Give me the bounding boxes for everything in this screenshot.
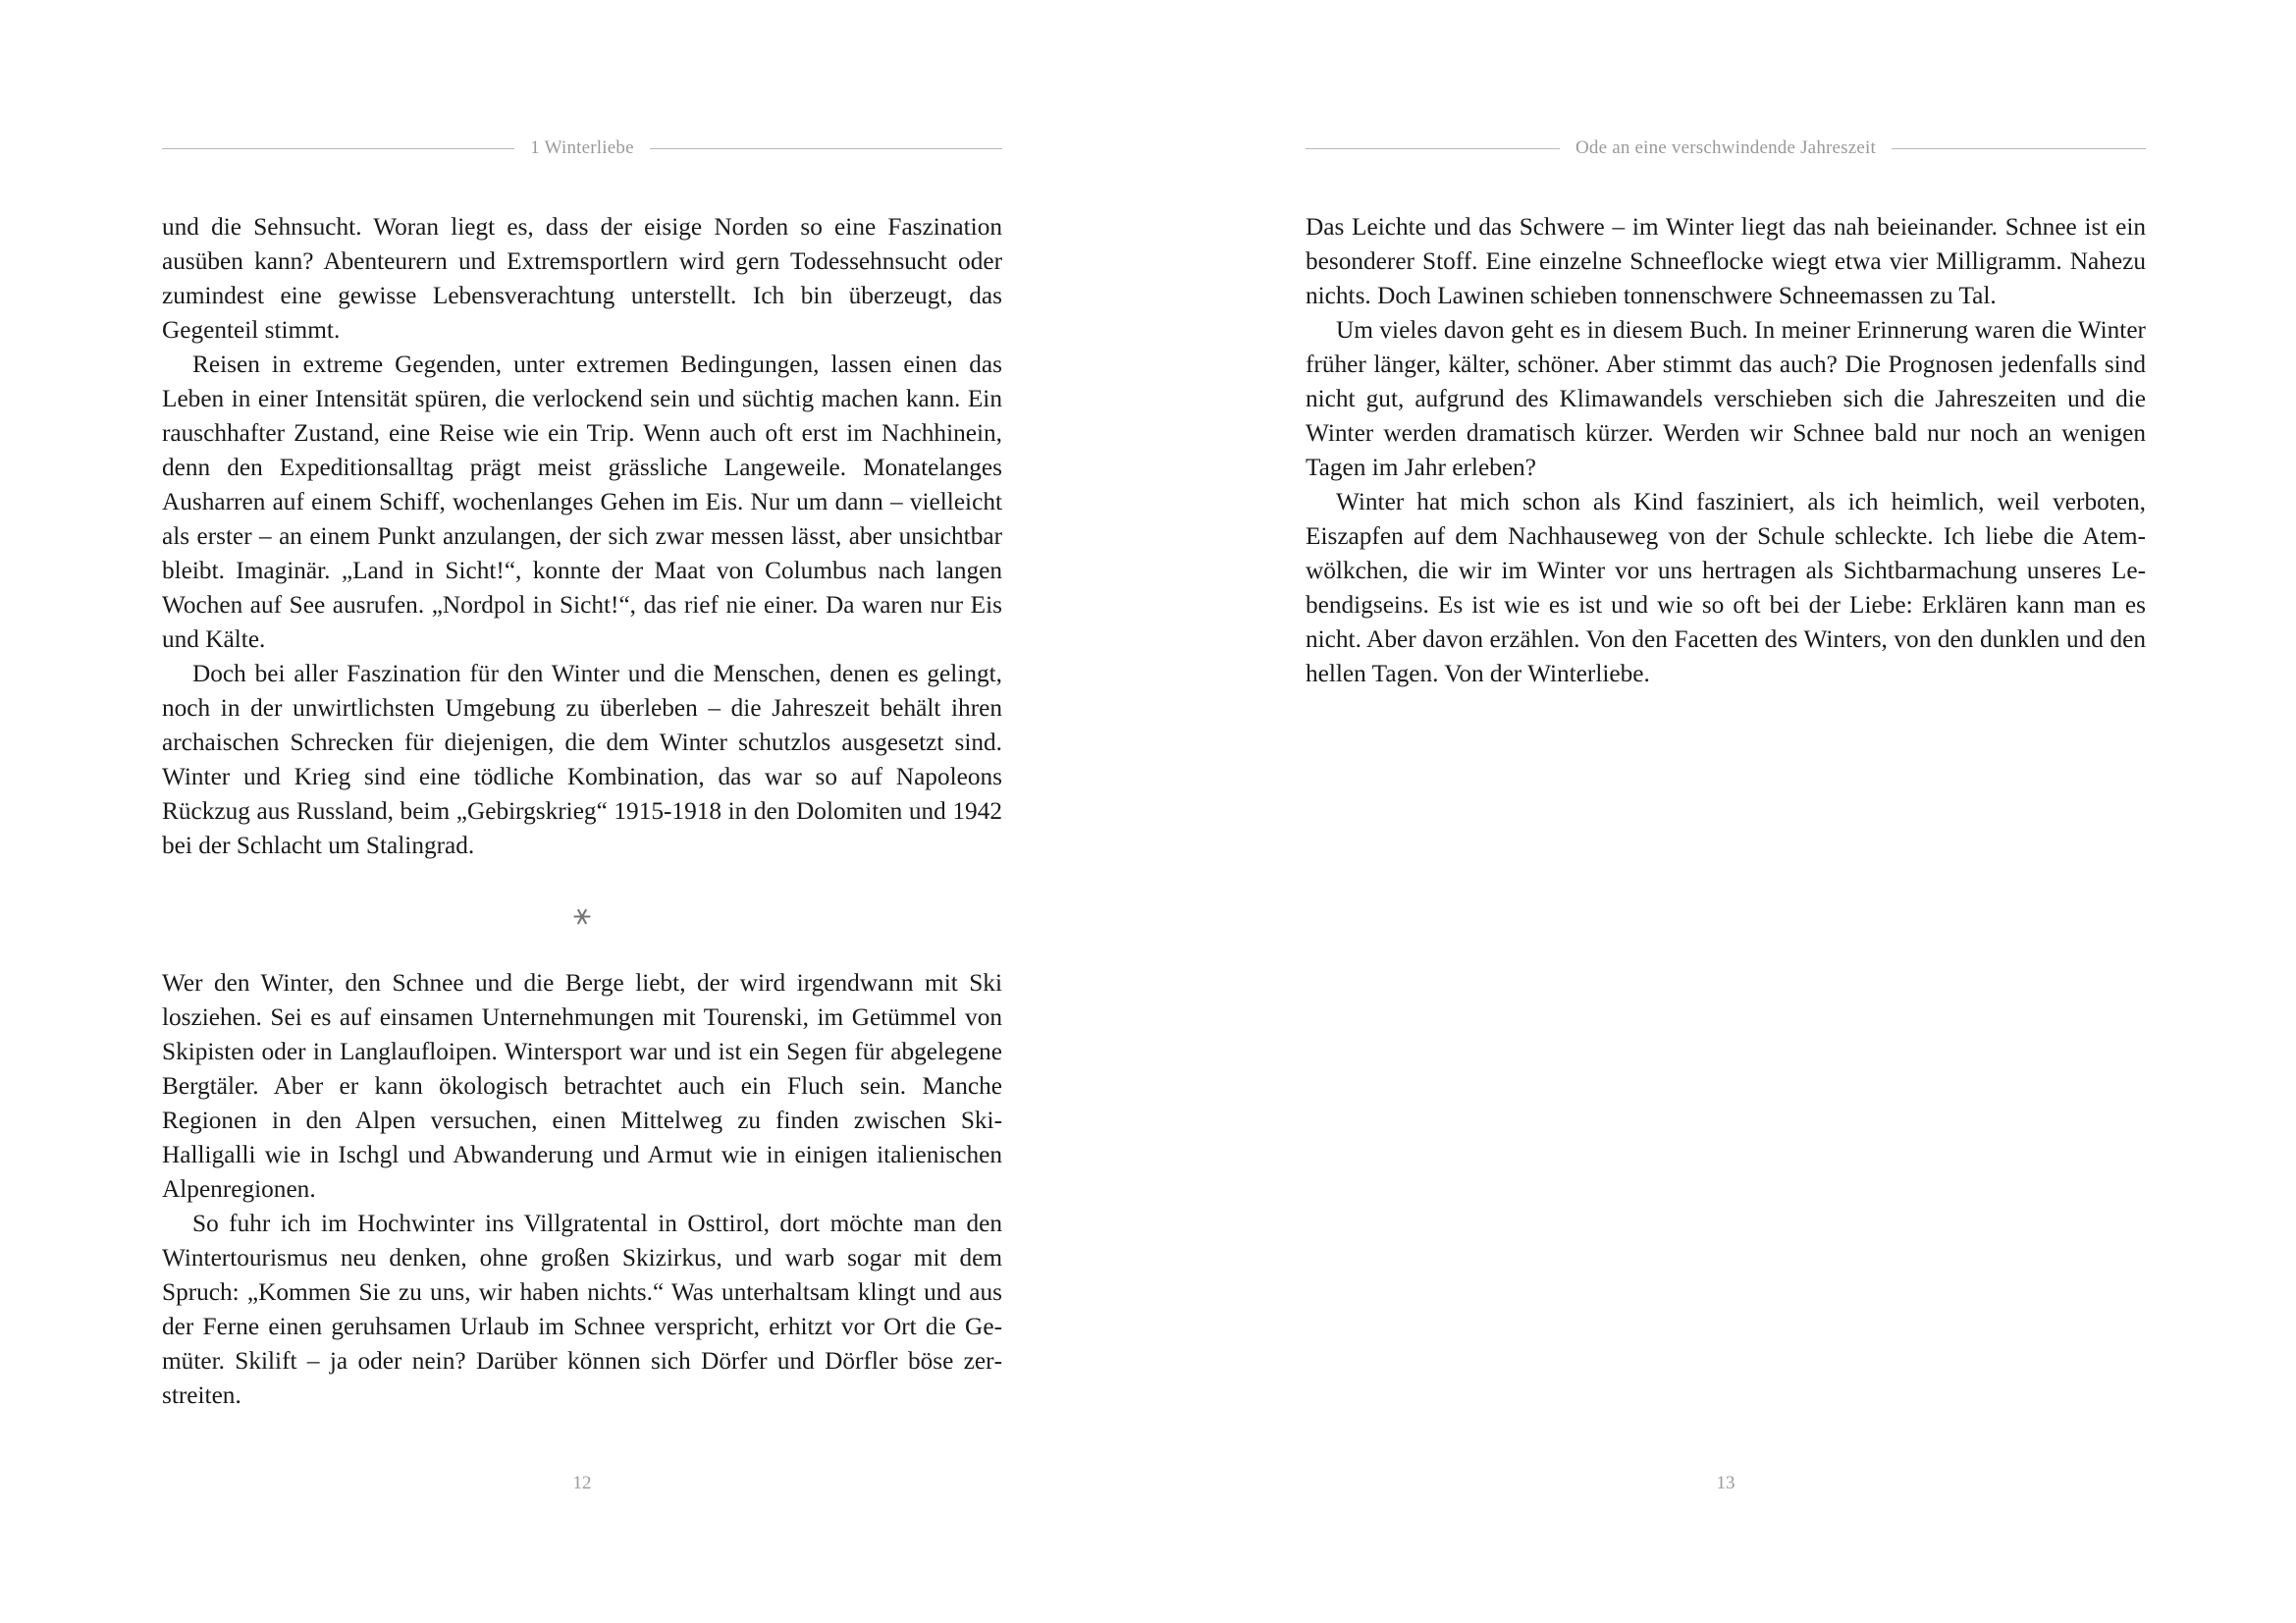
- left-body-text: [162, 210, 1002, 1413]
- running-head-left: [162, 134, 1002, 163]
- paragraph: Um vieles davon geht es in diesem Buch. In meiner Erinnerung waren die Winter früher länger, kälter, schöner. Aber stimmt das auch? Die Prognosen jedenfalls sind nicht gut, aufgrund des Klimawandels verschieben sich die Jahreszeiten und die Winter werden dramatisch kürzer. Werden wir Schnee bald nur noch an wenigen Tagen im Jahr erleben?: [1306, 316, 2146, 481]
- right-body-text: [1306, 210, 2146, 691]
- paragraph: Das Leichte und das Schwere – im Winter liegt das nah beieinander. Schnee ist ein besonderer Stoff. Eine einzelne Schneeflocke wiegt etwa vier Milligramm. Nahezu nichts. Doch Lawinen schieben tonnenschwere Schneemassen zu Tal.: [1306, 213, 2146, 309]
- page-number-left: 12: [572, 1473, 592, 1493]
- header-rule: [1892, 148, 2146, 149]
- section-break-ornament: ⚹: [573, 898, 591, 931]
- paragraph: Winter hat mich schon als Kind fasziniert, als ich heimlich, weil verboten, Eiszapfen auf dem Nachhauseweg von der Schule schleckte. Ich liebe die Atemwölkchen, die wir im Winter vor uns hertragen als Sichtbarmachung unseres Lebendigseins. Es ist wie es ist und wie so oft bei der Liebe: Erklären kann man es nicht. Aber davon erzählen. Von den Facetten des Winters, von den dunklen und den hellen Tagen. Von der Winterliebe.: [1306, 488, 2146, 687]
- running-head-right: [1306, 134, 2146, 163]
- header-rule: [162, 148, 514, 149]
- paragraph: Wer den Winter, den Schnee und die Berge liebt, der wird irgendwann mit Ski losziehen. Sei es auf einsamen Unternehmungen mit Tourenski, im Getümmel von Skipisten oder in Langlaufloipen. Wintersport war und ist ein Segen für abgelegene Bergtäler. Aber er kann ökologisch betrachtet auch ein Fluch sein. Manche Regionen in den Alpen versuchen, einen Mittelweg zu finden zwischen Ski-Halligalli wie in Ischgl und Abwanderung und Armut wie in einigen italienischen Alpenregionen.: [162, 969, 1002, 1203]
- paragraph: und die Sehnsucht. Woran liegt es, dass der eisige Norden so eine Faszination ausüben kann? Abenteurern und Extremsportlern wird gern Todessehnsucht oder zumindest eine gewisse Lebensverachtung unterstellt. Ich bin überzeugt, das Gegenteil stimmt.: [162, 213, 1002, 344]
- page-number-right: 13: [1716, 1473, 1735, 1493]
- paragraph: Reisen in extreme Gegenden, unter extremen Bedingungen, lassen einen das Leben in einer Intensität spüren, die verlockend sein und süchtig machen kann. Ein rauschhafter Zustand, eine Reise wie ein Trip. Wenn auch oft erst im Nachhinein, denn den Expeditionsalltag prägt meist grässliche Langeweile. Monatelanges Ausharren auf einem Schiff, wochenlanges Gehen im Eis. Nur um dann – vielleicht als erster – an einem Punkt anzulangen, der sich zwar messen lässt, aber unsichtbar bleibt. Imaginär. „Land in Sicht!“, konnte der Maat von Columbus nach langen Wochen auf See ausrufen. „Nordpol in Sicht!“, das rief nie einer. Da waren nur Eis und Kälte.: [162, 351, 1002, 653]
- book-title: Ode an eine verschwindende Jahreszeit: [1575, 137, 1876, 158]
- chapter-title: 1 Winterliebe: [530, 137, 634, 158]
- header-rule: [1306, 148, 1560, 149]
- right-page: [1148, 0, 2296, 1623]
- paragraph: Doch bei aller Faszination für den Winter und die Menschen, denen es gelingt, noch in der unwirtlichsten Umgebung zu überleben – die Jahreszeit behält ihren archaischen Schrecken für diejenigen, die dem Winter schutzlos ausgesetzt sind. Winter und Krieg sind eine tödliche Kombination, das war so auf Napoleons Rückzug aus Russland, beim „Gebirgskrieg“ 1915-1918 in den Dolomiten und 1942 bei der Schlacht um Stalingrad.: [162, 660, 1002, 859]
- paragraph: So fuhr ich im Hochwinter ins Villgratental in Osttirol, dort möchte man den Wintertourismus neu denken, ohne großen Skizirkus, und warb sogar mit dem Spruch: „Kommen Sie zu uns, wir haben nichts.“ Was unterhaltsam klingt und aus der Ferne einen geruhsamen Urlaub im Schnee verspricht, erhitzt vor Ort die Gemüter. Skilift – ja oder nein? Darüber können sich Dörfer und Dörfler böse zerstreiten.: [162, 1210, 1002, 1409]
- header-rule: [650, 148, 1002, 149]
